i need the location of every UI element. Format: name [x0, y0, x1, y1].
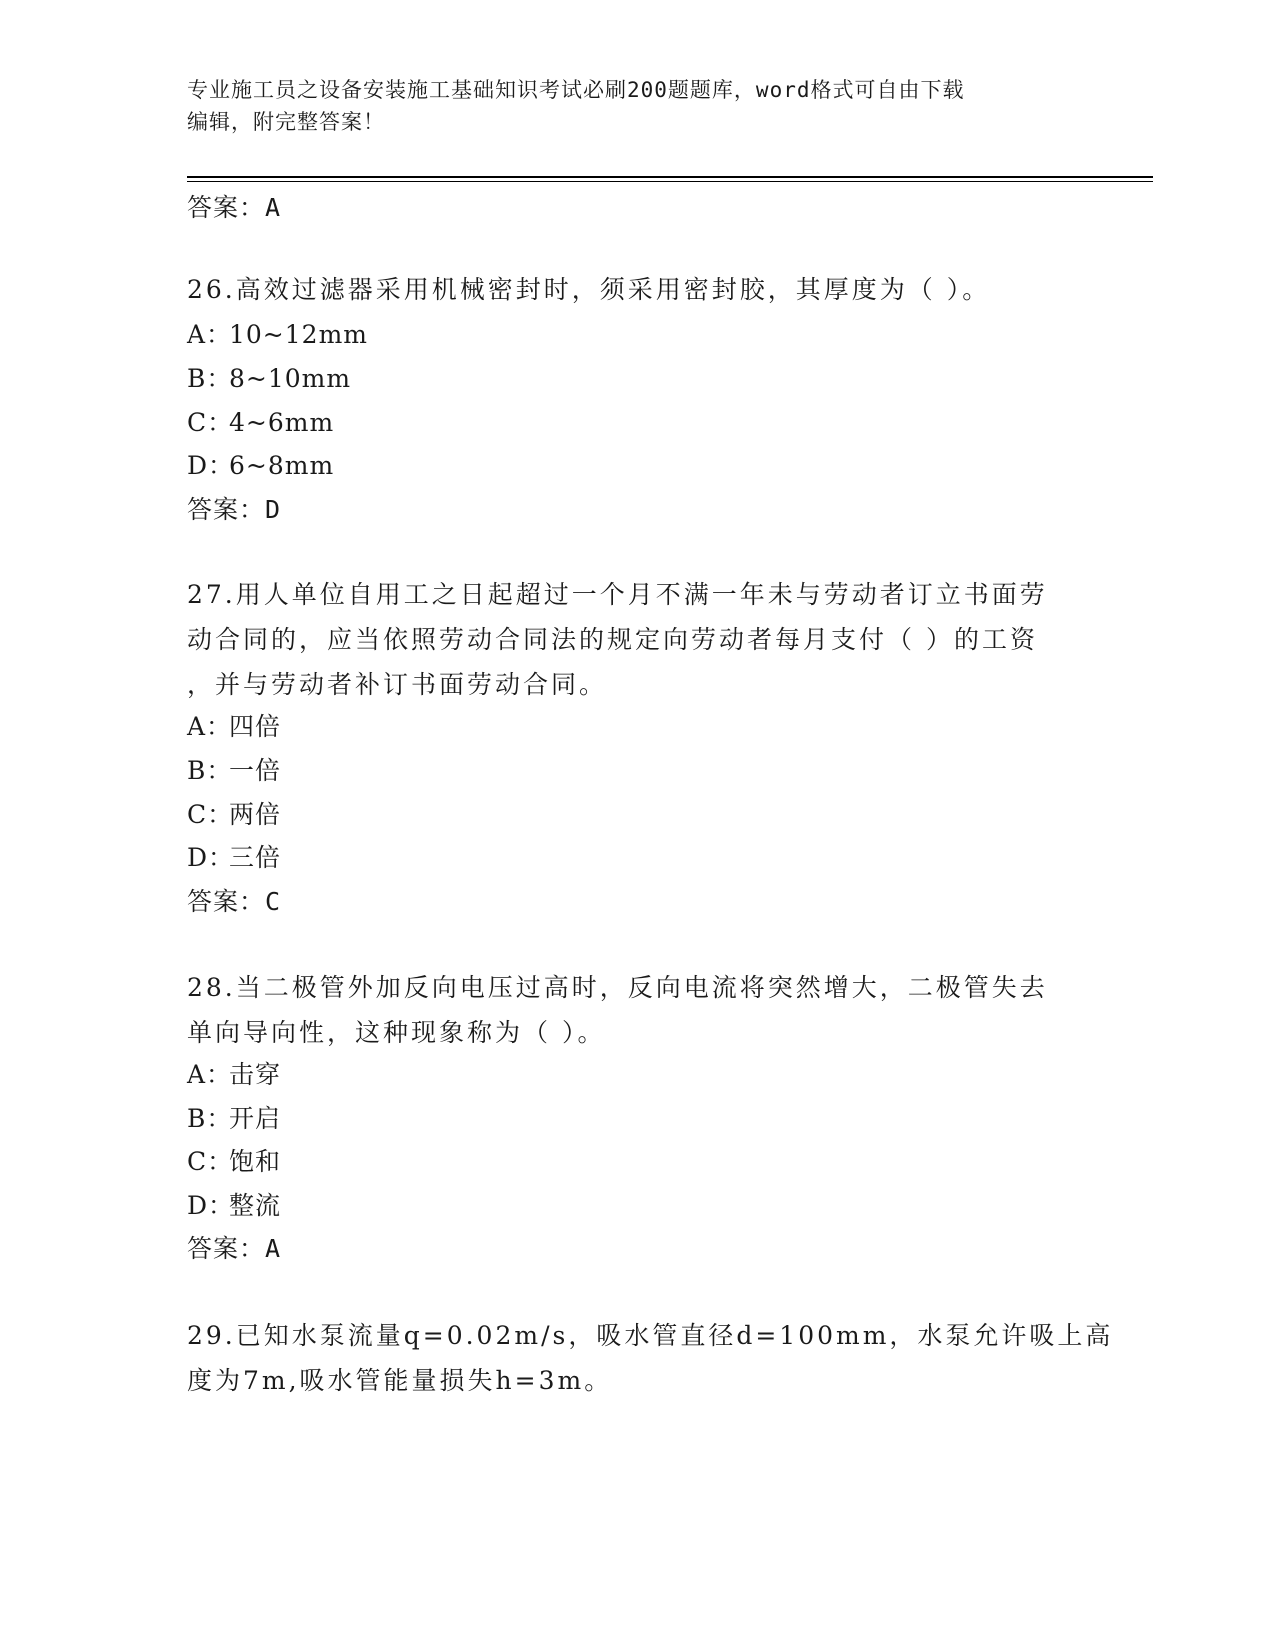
- question-28-answer: 答案：A: [187, 1234, 282, 1263]
- option-key: C：: [187, 800, 234, 829]
- page-header: [187, 74, 1067, 138]
- question-26-answer: 答案：D: [187, 495, 282, 524]
- option-key: B：: [187, 364, 233, 393]
- option-text: 四倍: [229, 712, 282, 741]
- question-text-line: 动合同的，应当依照劳动合同法的规定向劳动者每月支付（ ）的工资: [187, 625, 1038, 654]
- question-27-option-b: [187, 751, 281, 791]
- question-text-line: 度为7m,吸水管能量损失h=3m。: [187, 1366, 613, 1395]
- question-28-text: [187, 965, 1087, 1055]
- option-text: 4~6mm: [229, 408, 335, 437]
- option-text: 两倍: [229, 800, 282, 829]
- question-text-line: ，并与劳动者补订书面劳动合同。: [187, 670, 608, 699]
- header-title-line-1: 专业施工员之设备安装施工基础知识考试必刷200题题库，word格式可自由下载: [187, 78, 965, 102]
- option-key: D：: [187, 843, 235, 872]
- question-27-option-c: [187, 795, 281, 835]
- question-28-option-b: [187, 1099, 281, 1139]
- option-key: D：: [187, 451, 235, 480]
- option-text: 开启: [229, 1104, 282, 1133]
- question-27-option-a: [187, 707, 281, 747]
- option-key: C：: [187, 1147, 234, 1176]
- question-text-line: 28.当二极管外加反向电压过高时，反向电流将突然增大，二极管失去: [187, 973, 1048, 1002]
- question-26-option-a: [187, 315, 368, 355]
- option-text: 饱和: [229, 1147, 282, 1176]
- question-27-option-d: [187, 838, 281, 878]
- question-26-text: [187, 267, 1087, 312]
- answer-label: 答案：A: [187, 193, 282, 222]
- option-key: C：: [187, 408, 234, 437]
- question-text-line: 29.已知水泵流量q=0.02m/s，吸水管直径d=100mm，水泵允许吸上高: [187, 1321, 1114, 1350]
- question-26-option-b: [187, 359, 351, 399]
- question-text-line: 26.高效过滤器采用机械密封时，须采用密封胶，其厚度为（ ）。: [187, 275, 991, 304]
- option-key: A：: [187, 1060, 233, 1089]
- question-26-option-c: [187, 403, 334, 443]
- question-29-text: [187, 1313, 1114, 1403]
- option-key: B：: [187, 756, 233, 785]
- question-27-answer: 答案：C: [187, 887, 282, 916]
- option-key: A：: [187, 320, 233, 349]
- option-text: 10~12mm: [229, 320, 368, 349]
- question-28-option-d: [187, 1186, 281, 1226]
- option-key: B：: [187, 1104, 233, 1133]
- option-text: 8~10mm: [229, 364, 352, 393]
- option-text: 6~8mm: [229, 451, 335, 480]
- header-divider-thick: [187, 176, 1153, 178]
- option-text: 三倍: [229, 843, 282, 872]
- header-divider-thin: [187, 181, 1153, 182]
- question-28-option-c: [187, 1142, 281, 1182]
- option-key: D：: [187, 1191, 235, 1220]
- question-28-option-a: [187, 1055, 281, 1095]
- question-26-option-d: [187, 446, 334, 486]
- option-text: 一倍: [229, 756, 282, 785]
- question-text-line: 27.用人单位自用工之日起超过一个月不满一年未与劳动者订立书面劳: [187, 580, 1048, 609]
- option-key: A：: [187, 712, 233, 741]
- question-text-line: 单向导向性，这种现象称为（ ）。: [187, 1018, 606, 1047]
- header-title-line-2: 编辑，附完整答案！: [187, 110, 385, 134]
- option-text: 击穿: [229, 1060, 282, 1089]
- option-text: 整流: [229, 1191, 282, 1220]
- question-27-text: [187, 572, 1087, 707]
